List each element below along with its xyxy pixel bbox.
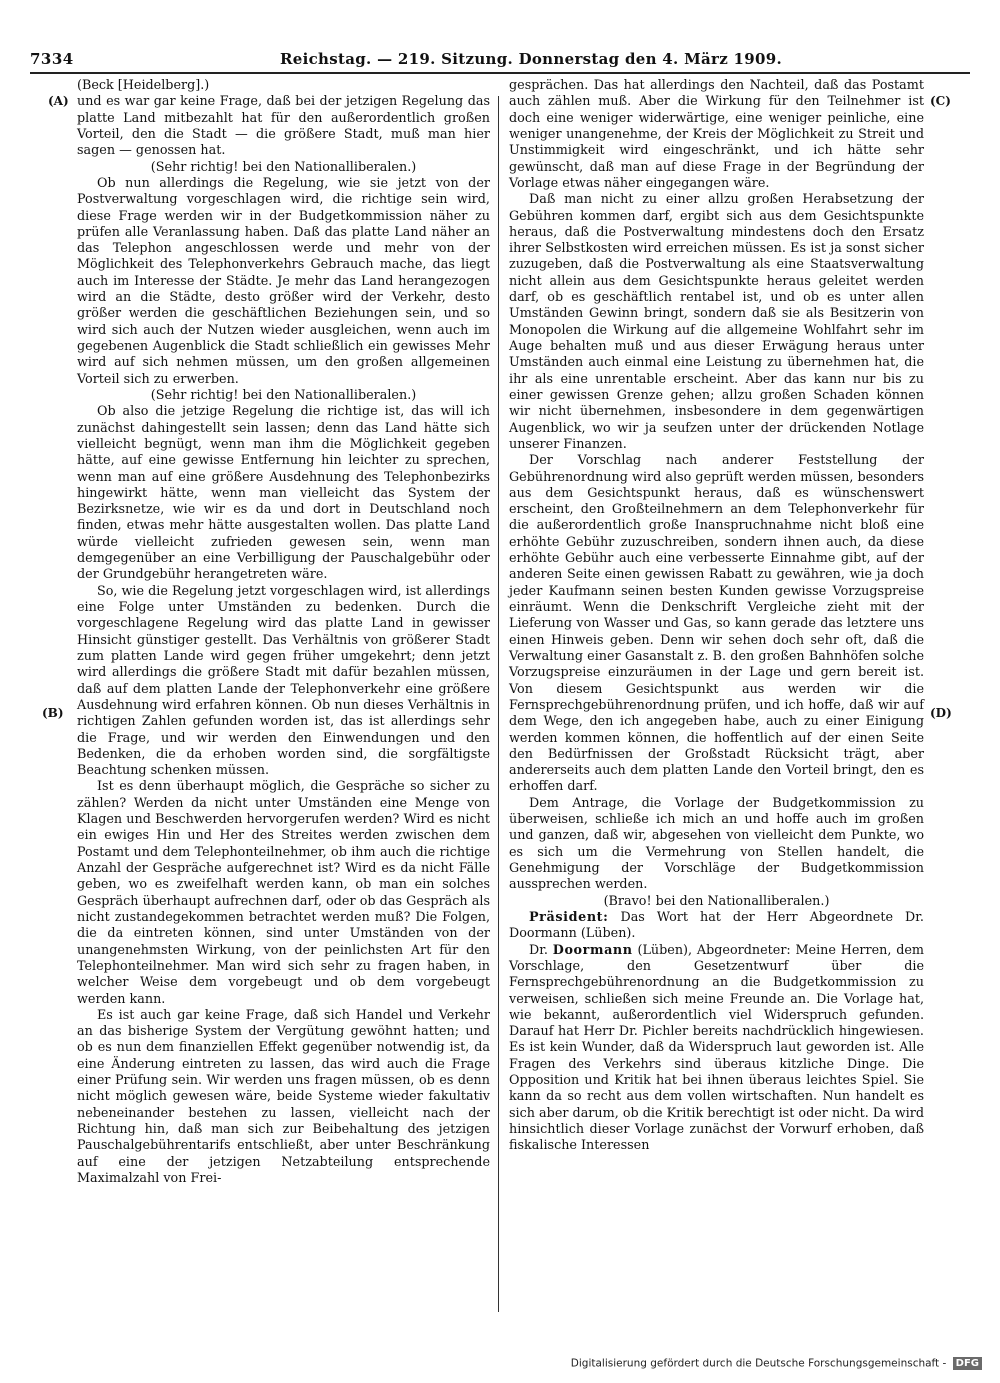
paragraph: Daß man nicht zu einer allzu großen Herabsetzung der Gebühren kommen darf, ergibt sich aus dem Gesichtspunkte heraus, daß die Postverwaltung mindestens doch den Ersatz ihrer Selbstkosten wird erreichen müssen. Es ist ja sonst sicher zuzugeben, daß die Postverwaltung als eine Staatsverwaltung nicht allein aus dem Gesichtspunkte heraus geleitet werden darf, ob es geschäftlich rentabel ist, und ob es unter allen Umständen Gewinn bringt, sondern daß sie als Besitzerin von Monopolen die Wirkung auf die allgemeine Wohlfahrt sehr im Auge behalten muß und aus dieser Erwägung heraus unter Umständen auch einmal eine Leistung zu übernehmen hat, die ihr als eine unrentable erscheint. Aber das kann nur bis zu einer gewissen Grenze gehen; allzu großen Schaden können wir nicht übernehmen, insbesondere in dem gegenwärtigen Augenblick, wo wir ja seufzen unter der drückenden Notlage unserer Finanzen. bbox=[509, 192, 924, 452]
interjection: (Sehr richtig! bei den Nationalliberalen.) bbox=[150, 159, 417, 175]
paragraph: Dem Antrage, die Vorlage der Budgetkommission zu überweisen, schließe ich mich an und hoffe auch im großen und ganzen, daß wir, abgesehen von vielleicht dem Punkte, wo es sich um die Vermehrung von Stellen handelt, die Genehmigung der Vorschläge der Budgetkommission aussprechen werden. bbox=[509, 795, 924, 893]
speaker-text: (Lüben), Abgeordneter: Meine Herren, dem Vorschlage, den Gesetzentwurf über die Fernsprechgebührenordnung an die Budgetkommission zu verweisen, schließen sich meine Freunde an. Die Vorlage hat, wie bekannt, außerordentlich viel Widerspruch gefunden. Darauf hat Herr Dr. Pichler bereits nachdrücklich hingewiesen. Es ist kein Wunder, daß da Widerspruch laut geworden ist. Alle Fragen des Verkehrs sind überaus kitzliche Dinge. Die Opposition und Kritik hat bei ihnen überaus leichtes Spiel. Sie kann da so recht aus dem vollen wirtschaften. Nun handelt es sich aber darum, ob die Kritik berechtigt ist oder nicht. Da wird hinsichtlich dieser Vorlage zunächst der Vorwurf erhoben, daß fiskalische Interessen bbox=[509, 942, 924, 1154]
speaker-tag: (Beck [Heidelberg].) bbox=[77, 78, 210, 93]
paragraph: Ist es denn überhaupt möglich, die Gespräche so sicher zu zählen? Werden da nicht unter Umständen eine Menge von Klagen und Beschwerden hervorgerufen werden? Wird es nicht ein ewiges Hin und Her des Streites werden zwischen dem Postamt und dem Telephonteilnehmer, ob ihm auch die richtige Anzahl der Gespräche aufgerechnet ist? Wird es da nicht Fälle geben, wo es zweifelhaft werden kann, ob man ein solches Gespräch überhaupt aufrechnen darf, oder ob das Gespräch als nicht zustandegekommen betrachtet werden muß? Die Folgen, die da eintreten können, sind unter Umständen von der unangenehmsten Wirkung, von der peinlichsten Art für den Telephonteilnehmer. Man wird sich sehr zu fragen haben, in welcher Weise dem vorgebeugt und ob dem vorgebeugt werden kann. bbox=[77, 779, 490, 1007]
president-label: Präsident: bbox=[529, 909, 609, 925]
left-column bbox=[77, 78, 490, 1187]
right-column bbox=[509, 78, 924, 1155]
footer-text: Digitalisierung gefördert durch die Deutsche Forschungsgemeinschaft - bbox=[570, 1357, 947, 1370]
page-number: 7334 bbox=[30, 50, 74, 68]
paragraph: Ob also die jetzige Regelung die richtige ist, das will ich zunächst dahingestellt sein lassen; denn das Land hätte sich vielleicht begnügt, wenn man ihm die Möglichkeit gegeben hätte, auf eine gewisse Entfernung hin leichter zu sprechen, wenn man auf eine größere Ausdehnung des Telephonbezirks hingewirkt hätte, wenn man vielleicht das System der Bezirksnetze, wie wir es da und dort in Deutschland noch finden, etwas mehr hätte ausgestalten wollen. Das platte Land würde vielleicht zufrieden gewesen sein, wenn man demgegenüber an eine Verbilligung der Pauschalgebühr oder der Grundgebühr herangetreten wäre. bbox=[77, 404, 490, 583]
margin-marker-a: (A) bbox=[48, 94, 69, 108]
paragraph: Der Vorschlag nach anderer Feststellung der Gebührenordnung wird also geprüft werden müssen, besonders aus dem Gesichtspunkt heraus, daß es wünschenswert erscheint, den Großteilnehmern an dem Telephonverkehr für die außerordentlich große Inanspruchnahme nicht bloß eine erhöhte Gebühr zuzuschreiben, sondern ihnen auch, da diese erhöhte Gebühr auch eine verbesserte Einnahme gibt, auf der anderen Seite einen gewissen Rabatt zu gewähren, wie ja doch jeder Kaufmann seinen besten Kunden gewisse Vorzugspreise einräumt. Wenn die Denkschrift Vergleiche zieht mit der Lieferung von Wasser und Gas, so kann gerade das letztere uns einen Hinweis geben. Denn wir sehen doch sehr oft, daß die Verwaltung einer Gasanstalt z. B. den großen Bahnhöfen solche Vorzugspreise einzuräumen in der Lage und gern bereit ist. Von diesem Gesichtspunkt aus werden wir die Fernsprechgebührenordnung prüfen, und ich hoffe, daß wir auf dem Wege, den ich angegeben habe, auch zu einer Einigung werden kommen können, die hoffentlich auf der einen Seite den Bedürfnissen der Großstadt Rücksicht trägt, aber andererseits auch dem platten Lande den Vorteil bringt, den es erhoffen darf. bbox=[509, 453, 924, 795]
paragraph: gesprächen. Das hat allerdings den Nachteil, daß das Postamt auch zählen muß. Aber die Wirkung für den Teilnehmer ist doch eine weniger widerwärtige, eine weniger peinliche, eine weniger unangenehme, der Kreis der Möglichkeit zu Streit und Unstimmigkeit wird eingeschränkt, und ich hätte sehr gewünscht, daß man auf diese Frage in der Begründung der Vorlage etwas näher eingegangen wäre. bbox=[509, 78, 924, 191]
speaker-prefix: Dr. bbox=[529, 942, 548, 958]
paragraph: So, wie die Regelung jetzt vorgeschlagen wird, ist allerdings eine Folge unter Umständen zu bedenken. Durch die vorgeschlagene Regelung wird das platte Land in gewisser Hinsicht günstiger gestellt. Das Verhältnis von größerer Stadt zum platten Lande wird gegen früher umgekehrt; denn jetzt wird allerdings die größere Stadt mit dafür bezahlen müssen, daß auf dem platten Lande der Telephonverkehr eine größere Ausdehnung wird erfahren können. Ob nun dieses Verhältnis in richtigen Zahlen gefunden worden ist, das ist allerdings sehr die Frage, und wir werden den Einwendungen und den Bedenken, die da erhoben worden sind, die sorgfältigste Beachtung schenken müssen. bbox=[77, 583, 490, 779]
interjection: (Bravo! bei den Nationalliberalen.) bbox=[603, 893, 830, 909]
interjection: (Sehr richtig! bei den Nationalliberalen.) bbox=[150, 387, 417, 403]
dfg-logo-icon: DFG bbox=[953, 1357, 982, 1370]
speaker-name: Doormann bbox=[552, 942, 633, 958]
margin-marker-c: (C) bbox=[930, 94, 951, 108]
paragraph: Es ist auch gar keine Frage, daß sich Handel und Verkehr an das bisherige System der Vergütung gewöhnt hatten; und ob es nun dem finanziellen Effekt gegenüber notwendig ist, da eine Änderung eintreten zu lassen, das wird auch die Frage einer Prüfung sein. Wir werden uns fragen müssen, ob es denn nicht möglich gewesen wäre, beide Systeme wieder fakultativ nebeneinander bestehen zu lassen, vielleicht nach der Richtung hin, daß man sich zur Beibehaltung des jetzigen Pauschalgebührentarifs entschließt, aber unter Beschränkung auf eine der jetzigen Netzabteilung entsprechende Maximalzahl von Frei- bbox=[77, 1007, 490, 1186]
president-paragraph bbox=[509, 910, 924, 943]
running-head: Reichstag. — 219. Sitzung. Donnerstag den 4. März 1909. bbox=[280, 50, 783, 68]
speaker-paragraph bbox=[509, 943, 924, 1155]
paragraph: und es war gar keine Frage, daß bei der jetzigen Regelung das platte Land mitbezahlt hat für den außerordentlich großen Vorteil, den die Stadt — die größere Stadt, muß man hier sagen — genossen hat. bbox=[77, 94, 490, 159]
header-rule bbox=[30, 72, 970, 74]
president-text: Das Wort hat der Herr Abgeordnete Dr. Doormann (Lüben). bbox=[509, 909, 924, 942]
column-divider bbox=[498, 96, 499, 1312]
paragraph: Ob nun allerdings die Regelung, wie sie jetzt von der Postverwaltung vorgeschlagen wird, die richtige sein wird, diese Frage werden wir in der Budgetkommission näher zu prüfen alle Veranlassung haben. Daß das platte Land näher an das Telephon angeschlossen werde und mehr von der Möglichkeit des Telephonverkehrs Gebrauch mache, das liegt auch im Interesse der Städte. Je mehr das Land herangezogen wird an die Städte, desto größer wird der Verkehr, desto größer werden die geschäftlichen Beziehungen sein, und so wird sich auch der Nutzen wieder ausgleichen, wenn auch im gegebenen Augenblick die Stadt schließlich ein gewisses Mehr wird auf sich nehmen müssen, um den großen allgemeinen Vorteil sich zu erwerben. bbox=[77, 175, 490, 387]
margin-marker-b: (B) bbox=[42, 706, 64, 720]
margin-marker-d: (D) bbox=[930, 706, 952, 720]
footer bbox=[571, 1357, 982, 1370]
